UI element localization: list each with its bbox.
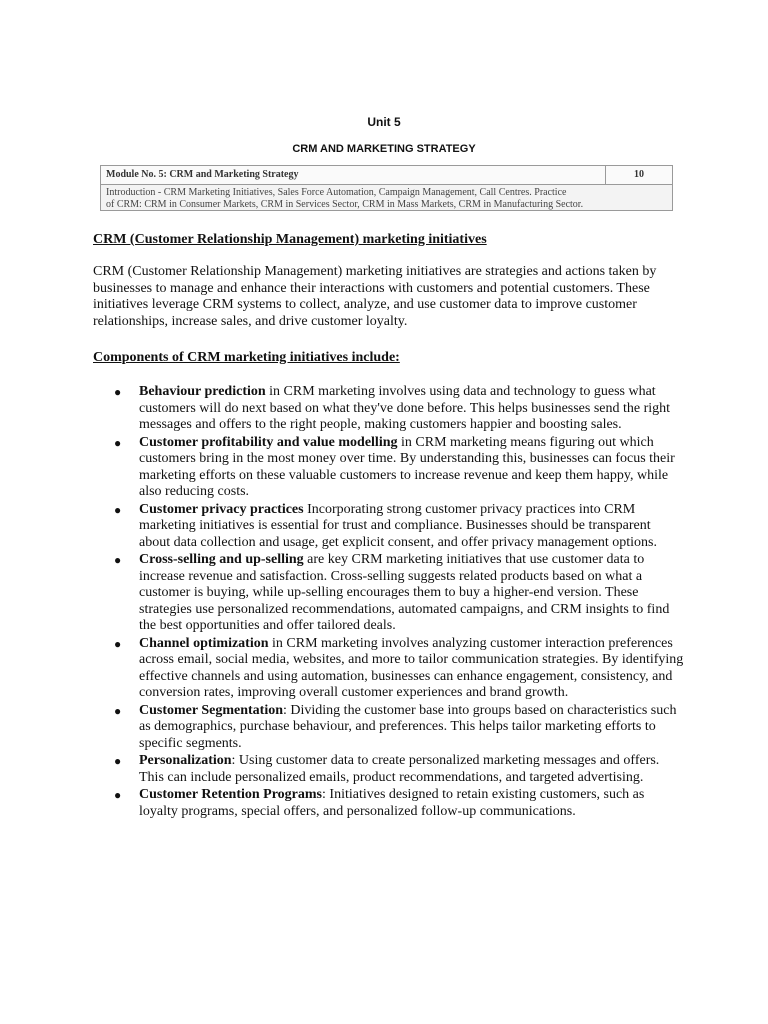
bullet-icon: ● (114, 703, 122, 718)
item-text: : Using customer data to create personalized marketing messages and offers. This can include personalized emails, product recommendations, and targeted advertising. (139, 753, 660, 785)
module-contents-line-2: of CRM: CRM in Consumer Markets, CRM in Services Sector, CRM in Mass Markets, CRM in Manufacturing Sector. (106, 199, 584, 210)
item-term: Personalization (139, 753, 232, 768)
module-contents (101, 185, 672, 213)
item-text: in CRM marketing involves using data and technology to guess what customers will do next based on what they've done before. This helps businesses send the right messages and offers to the right people, making customers happier and boosting sales. (139, 384, 671, 432)
module-table (100, 165, 673, 211)
module-title: Module No. 5: CRM and Marketing Strategy (106, 169, 299, 180)
item-term: Customer profitability and value modelling (139, 434, 398, 450)
section-heading-components: Components of CRM marketing initiatives include: (93, 350, 400, 365)
module-contents-line-1: Introduction - CRM Marketing Initiatives, Sales Force Automation, Campaign Management, Call Centres. Practice (106, 187, 567, 198)
item-text: : Initiatives designed to retain existing customers, such as loyalty programs, special offers, and personalized follow-up communications. (139, 787, 645, 819)
list-item (114, 753, 684, 786)
item-text: Incorporating strong customer privacy practices into CRM marketing initiatives is essential for trust and compliance. Businesses should be transparent about data collection and usage, get explicit consent, and offer privacy management options. (139, 501, 657, 550)
list-item (114, 435, 684, 501)
bullet-icon: ● (114, 385, 122, 399)
unit-label: Unit 5 (367, 115, 401, 129)
components-list (114, 384, 684, 821)
intro-paragraph: CRM (Customer Relationship Management) marketing initiatives are strategies and actions taken by businesses to manage and enhance their interactions with customers and potential customers. These initiatives leverage CRM systems to collect, analyze, and use customer data to improve customer relationships, increase sales, and drive customer loyalty. (93, 264, 657, 329)
bullet-icon: ● (114, 502, 122, 517)
item-term: Customer privacy practices (139, 501, 304, 517)
bullet-icon: ● (114, 636, 122, 651)
list-item (114, 703, 684, 753)
list-item (114, 552, 684, 635)
section-heading-initiatives: CRM (Customer Relationship Management) marketing initiatives (93, 232, 487, 247)
item-text: : Dividing the customer base into groups based on characteristics such as demographics, purchase behaviour, and preferences. This helps tailor marketing efforts to specific segments. (139, 702, 677, 751)
item-term: Customer Retention Programs (139, 787, 323, 802)
list-item (114, 787, 684, 820)
list-item (114, 636, 684, 702)
item-term: Customer Segmentation (139, 702, 284, 718)
module-header-row (101, 166, 672, 185)
bullet-icon: ● (114, 553, 122, 567)
bullet-icon: ● (114, 754, 122, 768)
item-term: Behaviour prediction (139, 384, 266, 399)
bullet-icon: ● (114, 435, 122, 450)
item-text: in CRM marketing means figuring out which customers bring in the most money over time. By understanding this, businesses can focus their marketing efforts on these valuable customers to increase revenue and keep them happy, while also reducing costs. (139, 434, 675, 499)
chapter-title: CRM AND MARKETING STRATEGY (292, 143, 476, 155)
list-item (114, 502, 684, 552)
item-term: Channel optimization (139, 635, 269, 651)
item-term: Cross-selling and up-selling (139, 552, 304, 567)
item-text: in CRM marketing involves analyzing customer interaction preferences across email, social media, websites, and more to tailor communication strategies. By identifying effective channels and using automation, businesses can enhance engagement, consistency, and conversion rates, improving overall customer experiences and brand growth. (139, 635, 684, 700)
bullet-icon: ● (114, 788, 122, 802)
item-text: are key CRM marketing initiatives that use customer data to increase revenue and satisfaction. Cross-selling suggests related products based on what a customer is buying, while up-selling encourages them to buy a higher-end version. These strategies use personalized recommendations, automated campaigns, and CRM insights to find the best opportunities and offer tailored deals. (139, 552, 670, 633)
list-item (114, 384, 684, 434)
module-hours: 10 (605, 166, 672, 184)
